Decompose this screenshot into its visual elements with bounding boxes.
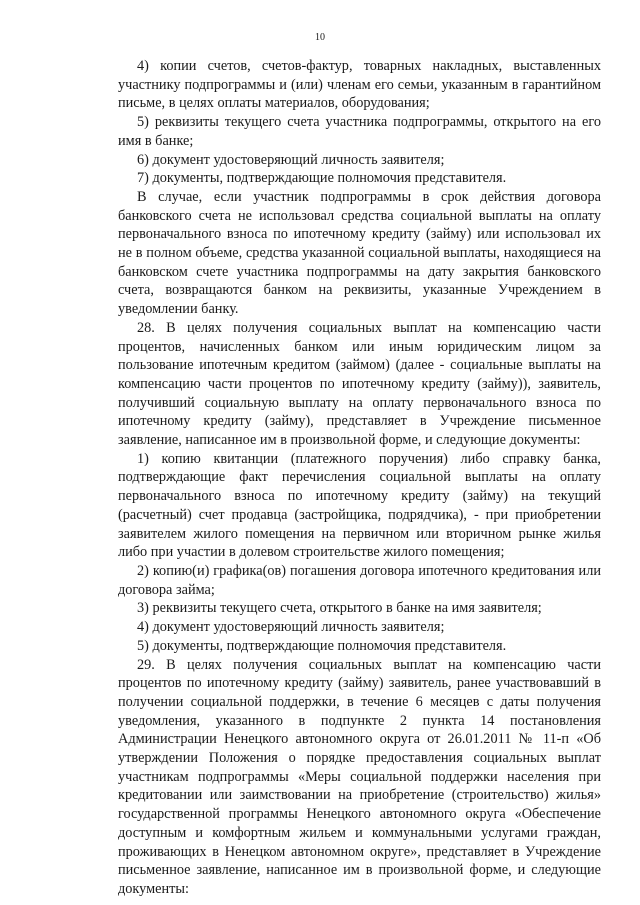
paragraph-item-5-account-details: 5) реквизиты текущего счета участника подпрограммы, открытого на его имя в банке;: [118, 114, 601, 149]
page-number: 10: [315, 32, 325, 43]
paragraph-item-7-representative-documents: 7) документы, подтверждающие полномочия представителя.: [137, 170, 507, 187]
paragraph-clause-28-item-2: 2) копию(и) графика(ов) погашения договора ипотечного кредитования или договора займа;: [118, 562, 601, 598]
paragraph-clause-28-item-1: 1) копию квитанции (платежного поручения) либо справку банка, подтверждающие факт перечисления социальной выплаты на оплату первоначального взноса по ипотечному кредиту (займу) на текущий (расчетный) счет продавца (застройщика, подрядчика), - при приобретении заявителем жилого помещения на первичном или вторичном рынке жилья либо при участии в долевом строительстве жилого помещения;: [118, 450, 601, 561]
paragraph-unused-funds: В случае, если участник подпрограммы в срок действия договора банковского счета не использовал средства социальной выплаты на оплату первоначального взноса по ипотечному кредиту (займу) или использовал их не в полном объеме, средства указанной социальной выплаты, находящиеся на банковском счете участника подпрограммы на дату закрытия банковского счета, возвращаются банком на реквизиты, указанные Учреждением в уведомлении банку.: [118, 188, 601, 318]
paragraph-clause-28-item-3: 3) реквизиты текущего счета, открытого в банке на имя заявителя;: [137, 600, 542, 617]
paragraph-clause-28-item-5: 5) документы, подтверждающие полномочия представителя.: [137, 637, 507, 654]
paragraph-item-4-invoices: 4) копии счетов, счетов-фактур, товарных накладных, выставленных участнику подпрограммы и (или) членам его семьи, указанным в гарантийном письме, в целях оплаты материалов, оборудования;: [118, 58, 601, 112]
paragraph-clause-28: 28. В целях получения социальных выплат на компенсацию части процентов, начисленных банком или иным юридическим лицом за пользование ипотечным кредитом (займом) (далее - социальные выплаты на компенсацию части процентов по ипотечному кредиту (займу)), заявитель, получивший социальную выплату на оплату первоначального взноса по ипотечному кредиту (займу), представляет в Учреждение письменное заявление, написанное им в произвольной форме, и следующие документы:: [118, 319, 601, 449]
paragraph-item-6-identity-document: 6) документ удостоверяющий личность заявителя;: [137, 151, 445, 168]
paragraph-clause-29: 29. В целях получения социальных выплат на компенсацию части процентов по ипотечному кредиту (займу) заявитель, ранее участвовавший в получении социальной поддержки, в течение 6 месяцев с даты получения уведомления, указанного в подпункте 2 пункта 14 постановления Администрации Ненецкого автономного округа от 26.01.2011 № 11-п «Об утверждении Положения о порядке предоставления социальных выплат участникам подпрограммы «Меры социальной поддержки населения при кредитовании или заимствовании на приобретение (строительство) жилья» государственной программы Ненецкого автономного округа «Обеспечение доступным и комфортным жильем и коммунальными услугами граждан, проживающих в Ненецком автономном округе», представляет в Учреждение письменное заявление, написанное им в произвольной форме, и следующие документы:: [118, 656, 601, 897]
document-body: [118, 57, 601, 899]
paragraph-clause-28-item-4: 4) документ удостоверяющий личность заявителя;: [137, 619, 445, 636]
